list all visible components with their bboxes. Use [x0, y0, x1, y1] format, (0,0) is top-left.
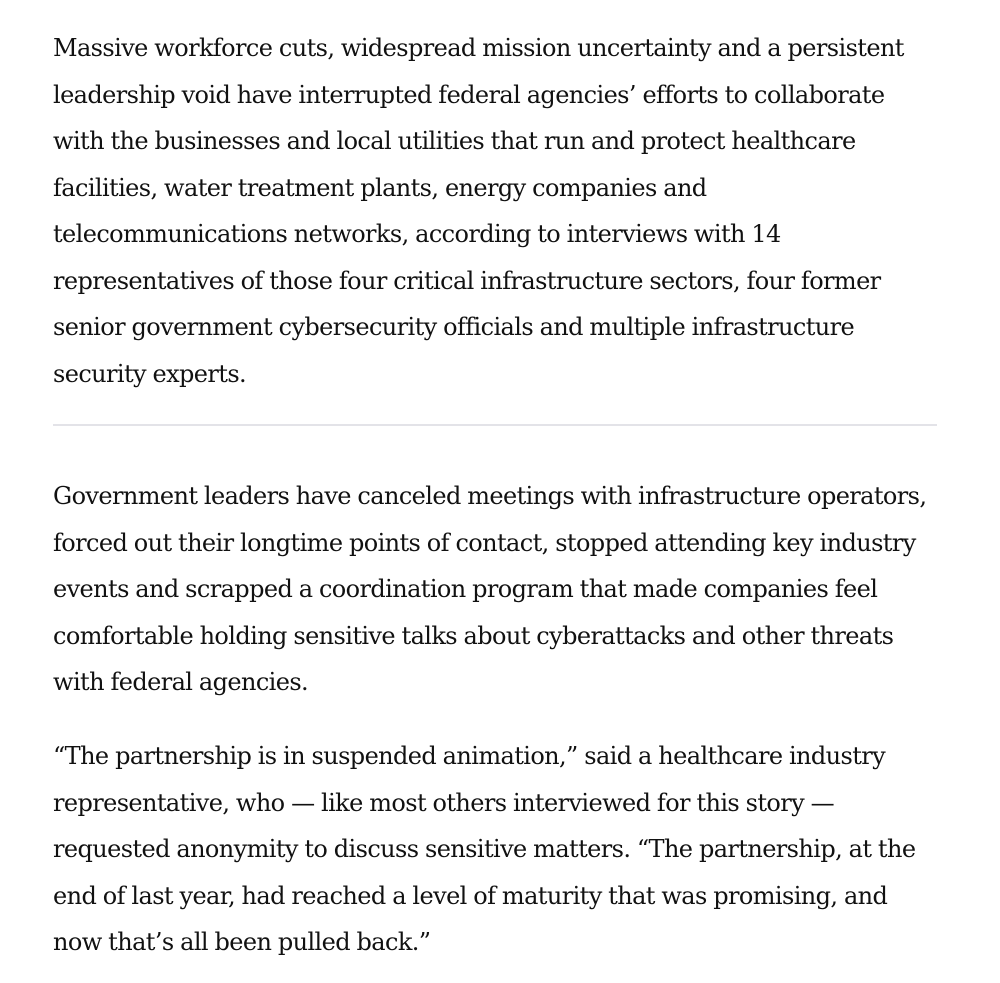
article-paragraph-1: Massive workforce cuts, widespread mission uncertainty and a persistent leadership void have interrupted federal agencies’ efforts to collaborate with the businesses and local utilities that run and protect healthcare facilities, water treatment plants, energy companies and telecommunications networks, according to interviews with 14 representatives of those four critical infrastructure sectors, four former senior government cybersecurity officials and multiple infrastructure security experts. — [53, 34, 904, 388]
article-paragraph-3: “The partnership is in suspended animation,” said a healthcare industry representative, who — like most others interviewed for this story — requested anonymity to discuss sensitive matters. “The partnership, at the end of last year, had reached a level of maturity that was promising, and now that’s all been pulled back.” — [53, 742, 916, 956]
article-paragraph-2: Government leaders have canceled meetings with infrastructure operators, forced out their longtime points of contact, stopped attending key industry events and scrapped a coordination program that made companies feel comfortable holding sensitive talks about cyberattacks and other threats with federal agencies. — [53, 482, 927, 696]
section-divider — [53, 424, 937, 426]
